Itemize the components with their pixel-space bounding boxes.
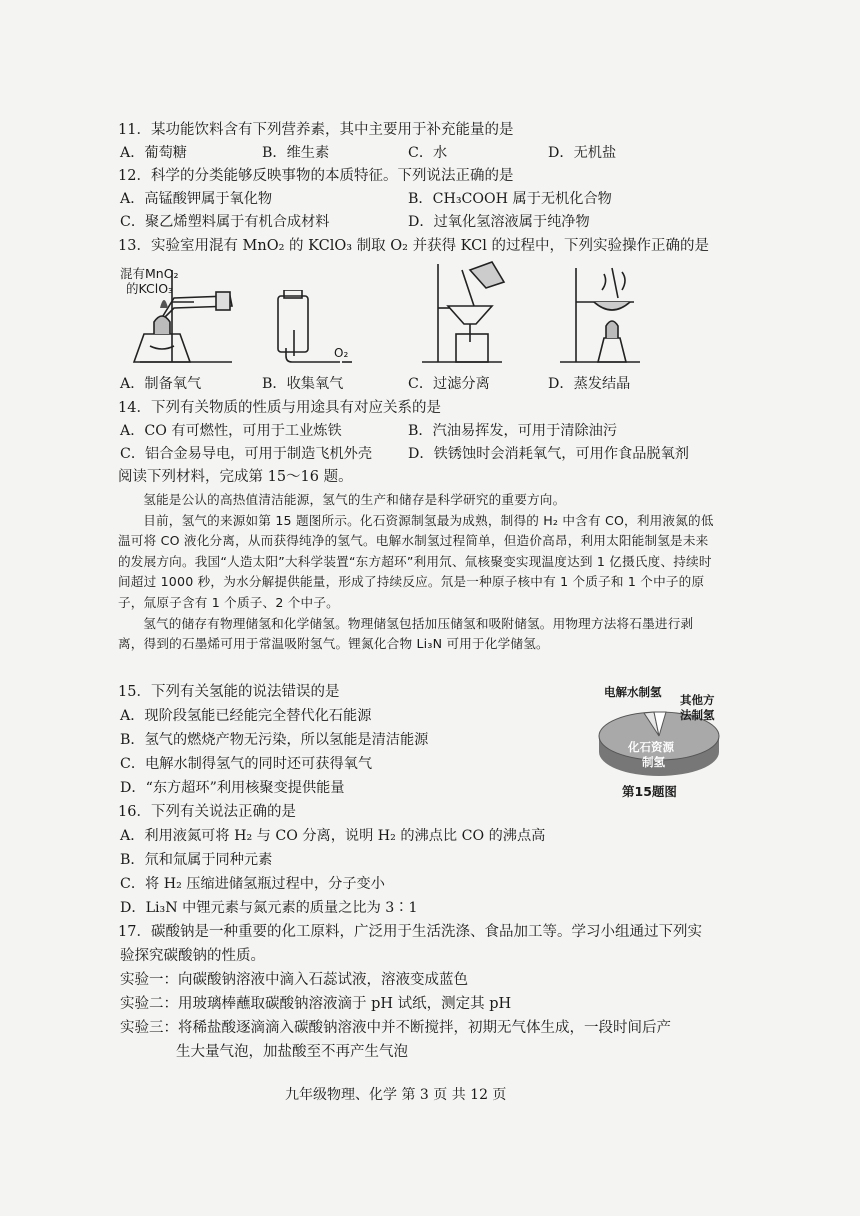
q17-experiment-3-line-2: 生大量气泡，加盐酸至不再产生气泡: [176, 1044, 408, 1060]
q15-stem: 15．下列有关氢能的说法错误的是: [118, 684, 340, 700]
pie-label-fossil-1: 化石资源: [628, 740, 674, 754]
q16-option-a: A．利用液氮可将 H₂ 与 CO 分离，说明 H₂ 的沸点比 CO 的沸点高: [120, 828, 546, 844]
reading-paragraph-2: 目前，氢气的来源如第 15 题图所示。化石资源制氢最为成熟，制得的 H₂ 中含有 CO，利用液氮的低温可将 CO 液化分离，从而获得纯净的氢气。电解水制氢过程简单，但造价高昂，利用太阳能制氢是未来的发展方向。我国“人造太阳”大科学装置“东方超环”利用氘、氚核聚变实现温度达到 1 亿摄氏度、持续时间超过 1000 秒，为水分解提供能量，形成了持续反应。氘是一种原子核中有 1 个质子和 1 个中子的原子，氚原子含有 1 个质子、2 个中子。: [118, 512, 714, 610]
reading-passage: [118, 490, 718, 655]
apparatus-b-collection-icon: [272, 290, 362, 370]
q16-option-c: C．将 H₂ 压缩进储氢瓶过程中，分子变小: [120, 876, 385, 892]
q11-option-d: D．无机盐: [548, 145, 617, 161]
q14-stem: 14．下列有关物质的性质与用途具有对应关系的是: [118, 400, 441, 416]
reading-intro: 阅读下列材料，完成第 15～16 题。: [118, 469, 353, 485]
pie-label-other-2: 法制氢: [680, 708, 715, 722]
fig-a-label-2: 的KClO₃: [126, 281, 174, 296]
q15-option-b: B．氢气的燃烧产物无污染，所以氢能是清洁能源: [120, 732, 429, 748]
q16-option-b: B．氘和氚属于同种元素: [120, 852, 273, 868]
page-footer: 九年级物理、化学 第 3 页 共 12 页: [285, 1087, 507, 1103]
q11-option-b: B．维生素: [262, 145, 330, 161]
q11-stem: 11．某功能饮料含有下列营养素，其中主要用于补充能量的是: [118, 122, 514, 138]
q13-option-a: A．制备氧气: [120, 376, 202, 392]
q14-option-b: B．汽油易挥发，可用于清除油污: [408, 423, 618, 439]
q12-option-c: C．聚乙烯塑料属于有机合成材料: [120, 214, 330, 230]
q13-option-d: D．蒸发结晶: [548, 376, 631, 392]
fig-b-o2-label: O₂: [334, 346, 349, 360]
pie-label-electrolysis: 电解水制氢: [604, 685, 662, 699]
q11-option-a: A．葡萄糖: [120, 145, 187, 161]
q16-option-d: D．Li₃N 中锂元素与氮元素的质量之比为 3∶1: [120, 900, 418, 916]
pie-label-fossil-2: 制氢: [642, 755, 665, 769]
q15-option-a: A．现阶段氢能已经能完全替代化石能源: [120, 708, 372, 724]
q14-option-a: A．CO 有可燃性，可用于工业炼铁: [120, 423, 342, 439]
q14-option-c: C．铝合金易导电，可用于制造飞机外壳: [120, 446, 373, 462]
figure-caption: 第15题图: [622, 784, 677, 799]
apparatus-d-evaporation-icon: [556, 262, 646, 370]
q12-option-a: A．高锰酸钾属于氧化物: [120, 191, 273, 207]
q15-option-c: C．电解水制得氢气的同时还可获得氧气: [120, 756, 373, 772]
q14-option-d: D．铁锈蚀时会消耗氧气，可用作食品脱氧剂: [408, 446, 689, 462]
q16-stem: 16．下列有关说法正确的是: [118, 804, 296, 820]
q12-option-b: B．CH₃COOH 属于无机化合物: [408, 191, 612, 207]
q17-experiment-1: 实验一：向碳酸钠溶液中滴入石蕊试液，溶液变成蓝色: [120, 972, 468, 988]
q17-stem-line-1: 17．碳酸钠是一种重要的化工原料，广泛用于生活洗涤、食品加工等。学习小组通过下列实: [118, 924, 702, 940]
q17-experiment-2: 实验二：用玻璃棒蘸取碳酸钠溶液滴于 pH 试纸，测定其 pH: [120, 996, 512, 1012]
apparatus-c-filtration-icon: [418, 258, 508, 370]
q13-stem: 13．实验室用混有 MnO₂ 的 KClO₃ 制取 O₂ 并获得 KCl 的过程中，下列实验操作正确的是: [118, 238, 709, 254]
q17-experiment-3-line-1: 实验三：将稀盐酸逐滴滴入碳酸钠溶液中并不断搅拌，初期无气体生成，一段时间后产: [120, 1020, 671, 1036]
fig-a-label-1: 混有MnO₂: [120, 266, 179, 281]
reading-paragraph-3: 氢气的储存有物理储氢和化学储氢。物理储氢包括加压储氢和吸附储氢。用物理方法将石墨进行剥离，得到的石墨烯可用于常温吸附氢气。锂氮化合物 Li₃N 可用于化学储氢。: [118, 615, 694, 652]
q13-option-c: C．过滤分离: [408, 376, 490, 392]
q11-option-c: C．水: [408, 145, 448, 161]
q12-option-d: D．过氧化氢溶液属于纯净物: [408, 214, 590, 230]
q12-stem: 12．科学的分类能够反映事物的本质特征。下列说法正确的是: [118, 168, 514, 184]
q17-stem-line-2: 验探究碳酸钠的性质。: [120, 948, 265, 964]
reading-paragraph-1: 氢能是公认的高热值清洁能源，氢气的生产和储存是科学研究的重要方向。: [143, 492, 566, 507]
pie-label-other-1: 其他方: [680, 693, 715, 707]
q13-option-b: B．收集氧气: [262, 376, 344, 392]
q15-option-d: D．“东方超环”利用核聚变提供能量: [120, 780, 345, 796]
apparatus-a-oxygen-prep-icon: [120, 262, 260, 370]
